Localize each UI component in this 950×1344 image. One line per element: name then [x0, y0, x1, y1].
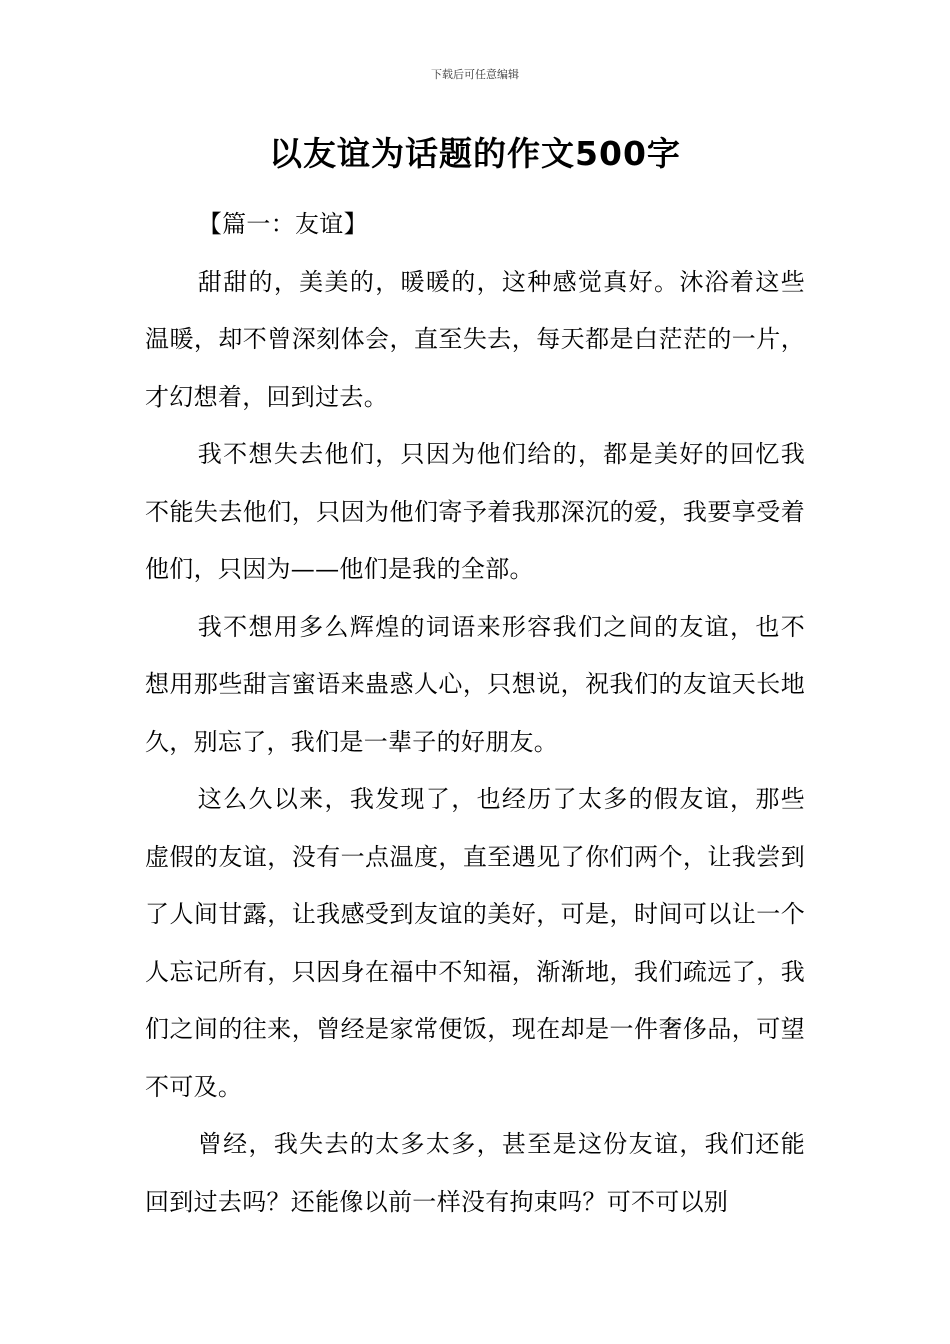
document-title: 以友谊为话题的作文500字: [269, 134, 681, 173]
paragraph: 甜甜的，美美的，暖暖的，这种感觉真好。沐浴着这些温暖，却不曾深刻体会，直至失去，每天都是白茫茫的一片，才幻想着，回到过去。: [145, 267, 805, 411]
paragraph: 我不想失去他们，只因为他们给的，都是美好的回忆我不能失去他们，只因为他们寄予着我那深沉的爱，我要享受着他们，只因为——他们是我的全部。: [145, 440, 805, 583]
document-body: [145, 196, 805, 1231]
paragraph: 我不想用多么辉煌的词语来形容我们之间的友谊，也不想用那些甜言蜜语来蛊惑人心，只想说，祝我们的友谊天长地久，别忘了，我们是一辈子的好朋友。: [145, 612, 805, 756]
paragraph: 这么久以来，我发现了，也经历了太多的假友谊，那些虚假的友谊，没有一点温度，直至遇见了你们两个，让我尝到了人间甘露，让我感受到友谊的美好，可是，时间可以让一个人忘记所有，只因身在福中不知福，渐渐地，我们疏远了，我们之间的往来，曾经是家常便饭，现在却是一件奢侈品，可望不可及。: [145, 785, 805, 1101]
header-note: 下载后可任意编辑: [431, 68, 519, 81]
section-heading: 【篇一：友谊】: [197, 210, 368, 238]
paragraph: 曾经，我失去的太多太多，甚至是这份友谊，我们还能回到过去吗？还能像以前一样没有拘束吗？可不可以别: [145, 1130, 805, 1216]
